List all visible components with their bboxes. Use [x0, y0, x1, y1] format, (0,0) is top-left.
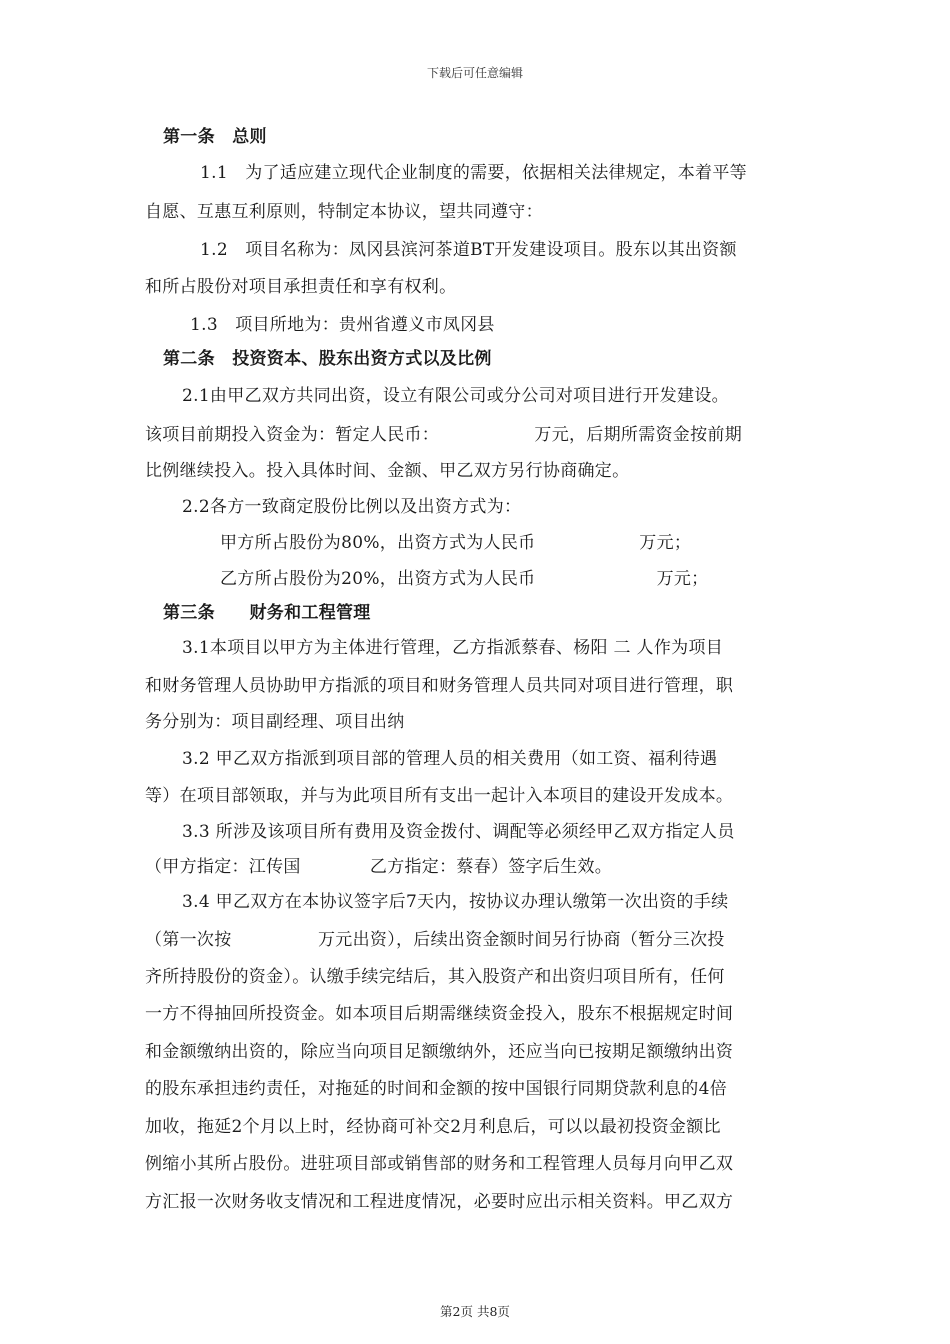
paragraph-line: 和财务管理人员协助甲方指派的项目和财务管理人员共同对项目进行管理，职 — [145, 676, 734, 696]
paragraph-line: 乙方所占股份为20%，出资方式为人民币 万元； — [220, 569, 709, 589]
paragraph-line: 3.3 所涉及该项目所有费用及资金拨付、调配等必须经甲乙双方指定人员 — [182, 822, 735, 842]
paragraph-line: 方汇报一次财务收支情况和工程进度情况，必要时应出示相关资料。甲乙双方 — [145, 1192, 734, 1212]
page-header: 下载后可任意编辑 — [426, 66, 523, 80]
paragraph-line: 3.1本项目以甲方为主体进行管理，乙方指派蔡春、杨阳 二 人作为项目 — [182, 638, 724, 658]
paragraph-line: 1.2 项目名称为：凤冈县滨河茶道BT开发建设项目。股东以其出资额 — [200, 240, 737, 260]
paragraph-line: 3.2 甲乙双方指派到项目部的管理人员的相关费用（如工资、福利待遇 — [182, 749, 718, 769]
paragraph-line: 该项目前期投入资金为：暂定人民币： 万元，后期所需资金按前期 — [145, 425, 742, 445]
paragraph-line: 比例继续投入。投入具体时间、金额、甲乙双方另行协商确定。 — [145, 461, 630, 481]
paragraph-line: 等）在项目部领取，并与为此项目所有支出一起计入本项目的建设开发成本。 — [145, 786, 734, 806]
paragraph-line: 一方不得抽回所投资金。如本项目后期需继续资金投入，股东不根据规定时间 — [145, 1004, 734, 1024]
paragraph-line: 和金额缴纳出资的，除应当向项目足额缴纳外，还应当向已按期足额缴纳出资 — [145, 1042, 734, 1062]
article-3-heading: 第三条 财务和工程管理 — [163, 603, 371, 623]
paragraph-line: 1.1 为了适应建立现代企业制度的需要，依据相关法律规定，本着平等 — [200, 163, 747, 183]
paragraph-line: 齐所持股份的资金）。认缴手续完结后，其入股资产和出资归项目所有，任何 — [145, 967, 725, 987]
paragraph-line: 2.2各方一致商定股份比例以及出资方式为： — [182, 497, 522, 517]
paragraph-line: 甲方所占股份为80%，出资方式为人民币 万元； — [220, 533, 692, 553]
paragraph-line: 加收，拖延2个月以上时，经协商可补交2月利息后，可以以最初投资金额比 — [145, 1117, 721, 1137]
paragraph-line: （甲方指定：江传国 乙方指定：蔡春）签字后生效。 — [145, 857, 613, 877]
article-2-heading: 第二条 投资资本、股东出资方式以及比例 — [163, 349, 492, 369]
paragraph-line: 2.1由甲乙双方共同出资，设立有限公司或分公司对项目进行开发建设。 — [182, 386, 729, 406]
page-number: 第2页 共8页 — [440, 1304, 510, 1319]
paragraph-line: 和所占股份对项目承担责任和享有权利。 — [145, 277, 457, 297]
paragraph-line: 自愿、互惠互利原则，特制定本协议，望共同遵守： — [145, 202, 543, 222]
paragraph-line: 的股东承担违约责任，对拖延的时间和金额的按中国银行同期贷款利息的4倍 — [145, 1079, 728, 1099]
article-1-heading: 第一条 总则 — [163, 127, 267, 147]
paragraph-line: 1.3 项目所地为：贵州省遵义市凤冈县 — [190, 315, 495, 335]
paragraph-line: 务分别为：项目副经理、项目出纳 — [145, 712, 405, 732]
paragraph-line: （第一次按 万元出资），后续出资金额时间另行协商（暂分三次投 — [145, 930, 725, 950]
paragraph-line: 例缩小其所占股份。进驻项目部或销售部的财务和工程管理人员每月向甲乙双 — [145, 1154, 734, 1174]
paragraph-line: 3.4 甲乙双方在本协议签字后7天内，按协议办理认缴第一次出资的手续 — [182, 892, 729, 912]
